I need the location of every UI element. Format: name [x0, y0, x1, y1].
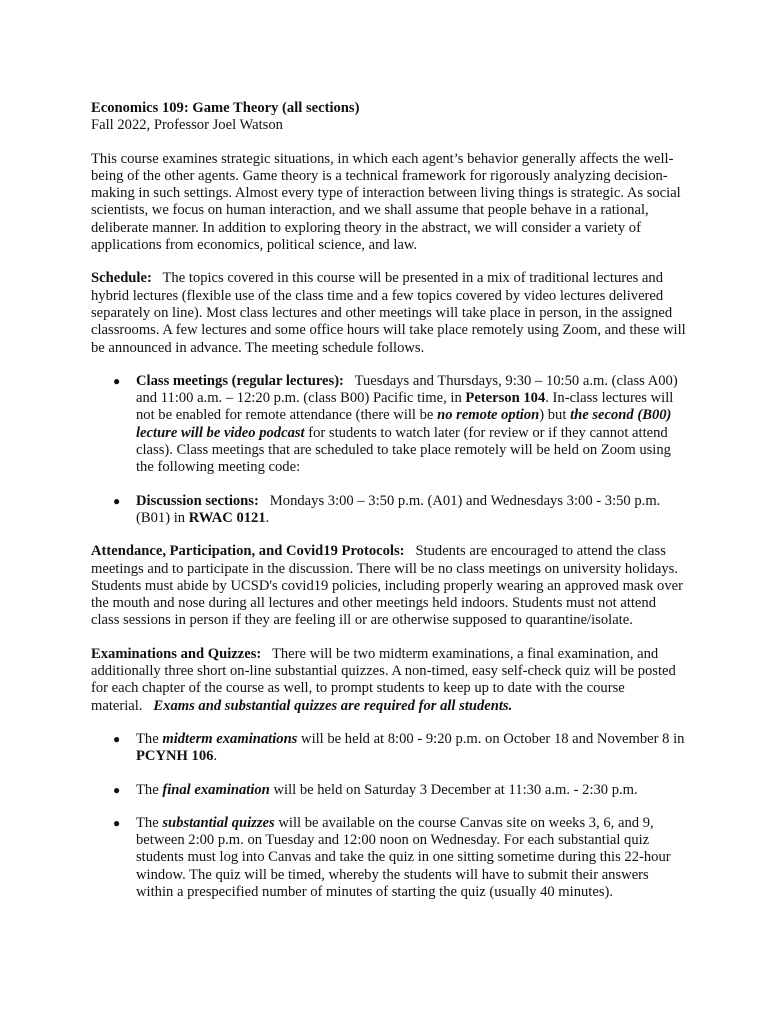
discussion-room: RWAC 0121 [188, 509, 266, 526]
midterm-text-2: . [213, 748, 218, 765]
exams-paragraph [91, 646, 687, 715]
course-term: Fall 2022, Professor Joel Watson [91, 117, 283, 134]
quizzes-pre: The [136, 814, 159, 831]
bullet-icon: ● [113, 731, 121, 746]
attendance-paragraph [91, 543, 687, 629]
class-meetings-room: Peterson 104 [465, 390, 546, 407]
podcast-emphasis: the second (B00) lecture will be video podcast [136, 407, 672, 441]
list-item [91, 815, 687, 901]
class-meetings-text-2: . In-class lectures will not be enabled for remote attendance (there will be [136, 390, 674, 424]
list-item [91, 493, 687, 528]
no-remote-emphasis: no remote option [437, 407, 540, 424]
course-title: Economics 109: Game Theory (all sections) [91, 100, 360, 116]
schedule-list [91, 373, 687, 527]
attendance-heading: Attendance, Participation, and Covid19 Protocols: [91, 543, 405, 560]
attendance-text: Students are encouraged to attend the class meetings and to participate in the discussion. There will be no class meetings on university holidays. Students must abide by UCSD's covid19 policies, including properly wearing an approved mask over the mouth and nose during all lectures and other meetings held indoors. Students must not attend class sessions in person if they are feeling ill or are otherwise supposed to quarantine/isolate. [91, 543, 683, 629]
schedule-heading: Schedule: [91, 270, 152, 287]
final-pre: The [136, 781, 159, 798]
bullet-icon: ● [113, 782, 121, 797]
list-item [91, 731, 687, 766]
list-item [91, 782, 687, 799]
final-text: will be held on Saturday 3 December at 11:30 a.m. - 2:30 p.m. [273, 781, 638, 798]
discussion-text: Mondays 3:00 – 3:50 p.m. (A01) and Wednesdays 3:00 - 3:50 p.m. (B01) in [136, 492, 661, 526]
final-emphasis: final examination [162, 781, 270, 798]
syllabus-page [91, 100, 687, 901]
quizzes-text: will be available on the course Canvas site on weeks 3, 6, and 9, between 2:00 p.m. on Tuesday and 12:00 noon on Wednesday. For each substantial quiz students must log into Canvas and take the quiz in one sitting sometime during this 22-hour window. The quiz will be timed, whereby the students will have to submit their answers within a prespecified number of minutes of starting the quiz (usually 40 minutes). [136, 814, 671, 900]
bullet-icon: ● [113, 493, 121, 508]
class-meetings-text: Tuesdays and Thursdays, 9:30 – 10:50 a.m. (class A00) and 11:00 a.m. – 12:20 p.m. (class B00) Pacific time, in [136, 372, 678, 407]
midterm-pre: The [136, 730, 159, 747]
exams-required-emphasis: Exams and substantial quizzes are required for all students. [153, 697, 513, 714]
exams-text: There will be two midterm examinations, a final examination, and additionally three short on-line substantial quizzes. A non-timed, easy self-check quiz will be posted for each chapter of the course as well, to prompt students to keep up to date with the course material. [91, 645, 676, 714]
class-meetings-text-3: ) but [539, 407, 567, 424]
discussion-label: Discussion sections: [136, 492, 259, 509]
discussion-text-2: . [265, 509, 270, 526]
list-item [91, 373, 687, 477]
quizzes-emphasis: substantial quizzes [162, 814, 275, 831]
bullet-icon: ● [113, 815, 121, 830]
intro-paragraph: This course examines strategic situations, in which each agent’s behavior generally affects the well-being of the other agents. Game theory is a technical framework for rigorously analyzing decision-making in such settings. Almost every type of interaction between living things is strategic. As social scientists, we focus on human interaction, and we shall assume that people behave in a rational, deliberate manner. In addition to exploring theory in the abstract, we will consider a variety of applications from economics, political science, and law. [91, 150, 681, 254]
bullet-icon: ● [113, 373, 121, 388]
midterm-text: will be held at 8:00 - 9:20 p.m. on October 18 and November 8 in [301, 730, 685, 747]
class-meetings-text-4: for students to watch later (for review or if they cannot attend class). Class meetings that are scheduled to take place remotely will be held on Zoom using the following meeting code: [136, 424, 671, 476]
exams-heading: Examinations and Quizzes: [91, 645, 262, 662]
schedule-paragraph [91, 270, 687, 356]
midterm-room: PCYNH 106 [136, 748, 214, 765]
exams-list [91, 731, 687, 901]
midterm-emphasis: midterm examinations [162, 730, 298, 747]
class-meetings-label: Class meetings (regular lectures): [136, 372, 344, 389]
schedule-text: The topics covered in this course will be presented in a mix of traditional lectures and hybrid lectures (flexible use of the class time and a few topics covered by video lectures delivered separately on line). Most class lectures and other meetings will take place in person, in the assigned classrooms. A few lectures and some office hours will take place remotely using Zoom, and these will be announced in advance. The meeting schedule follows. [91, 270, 686, 356]
